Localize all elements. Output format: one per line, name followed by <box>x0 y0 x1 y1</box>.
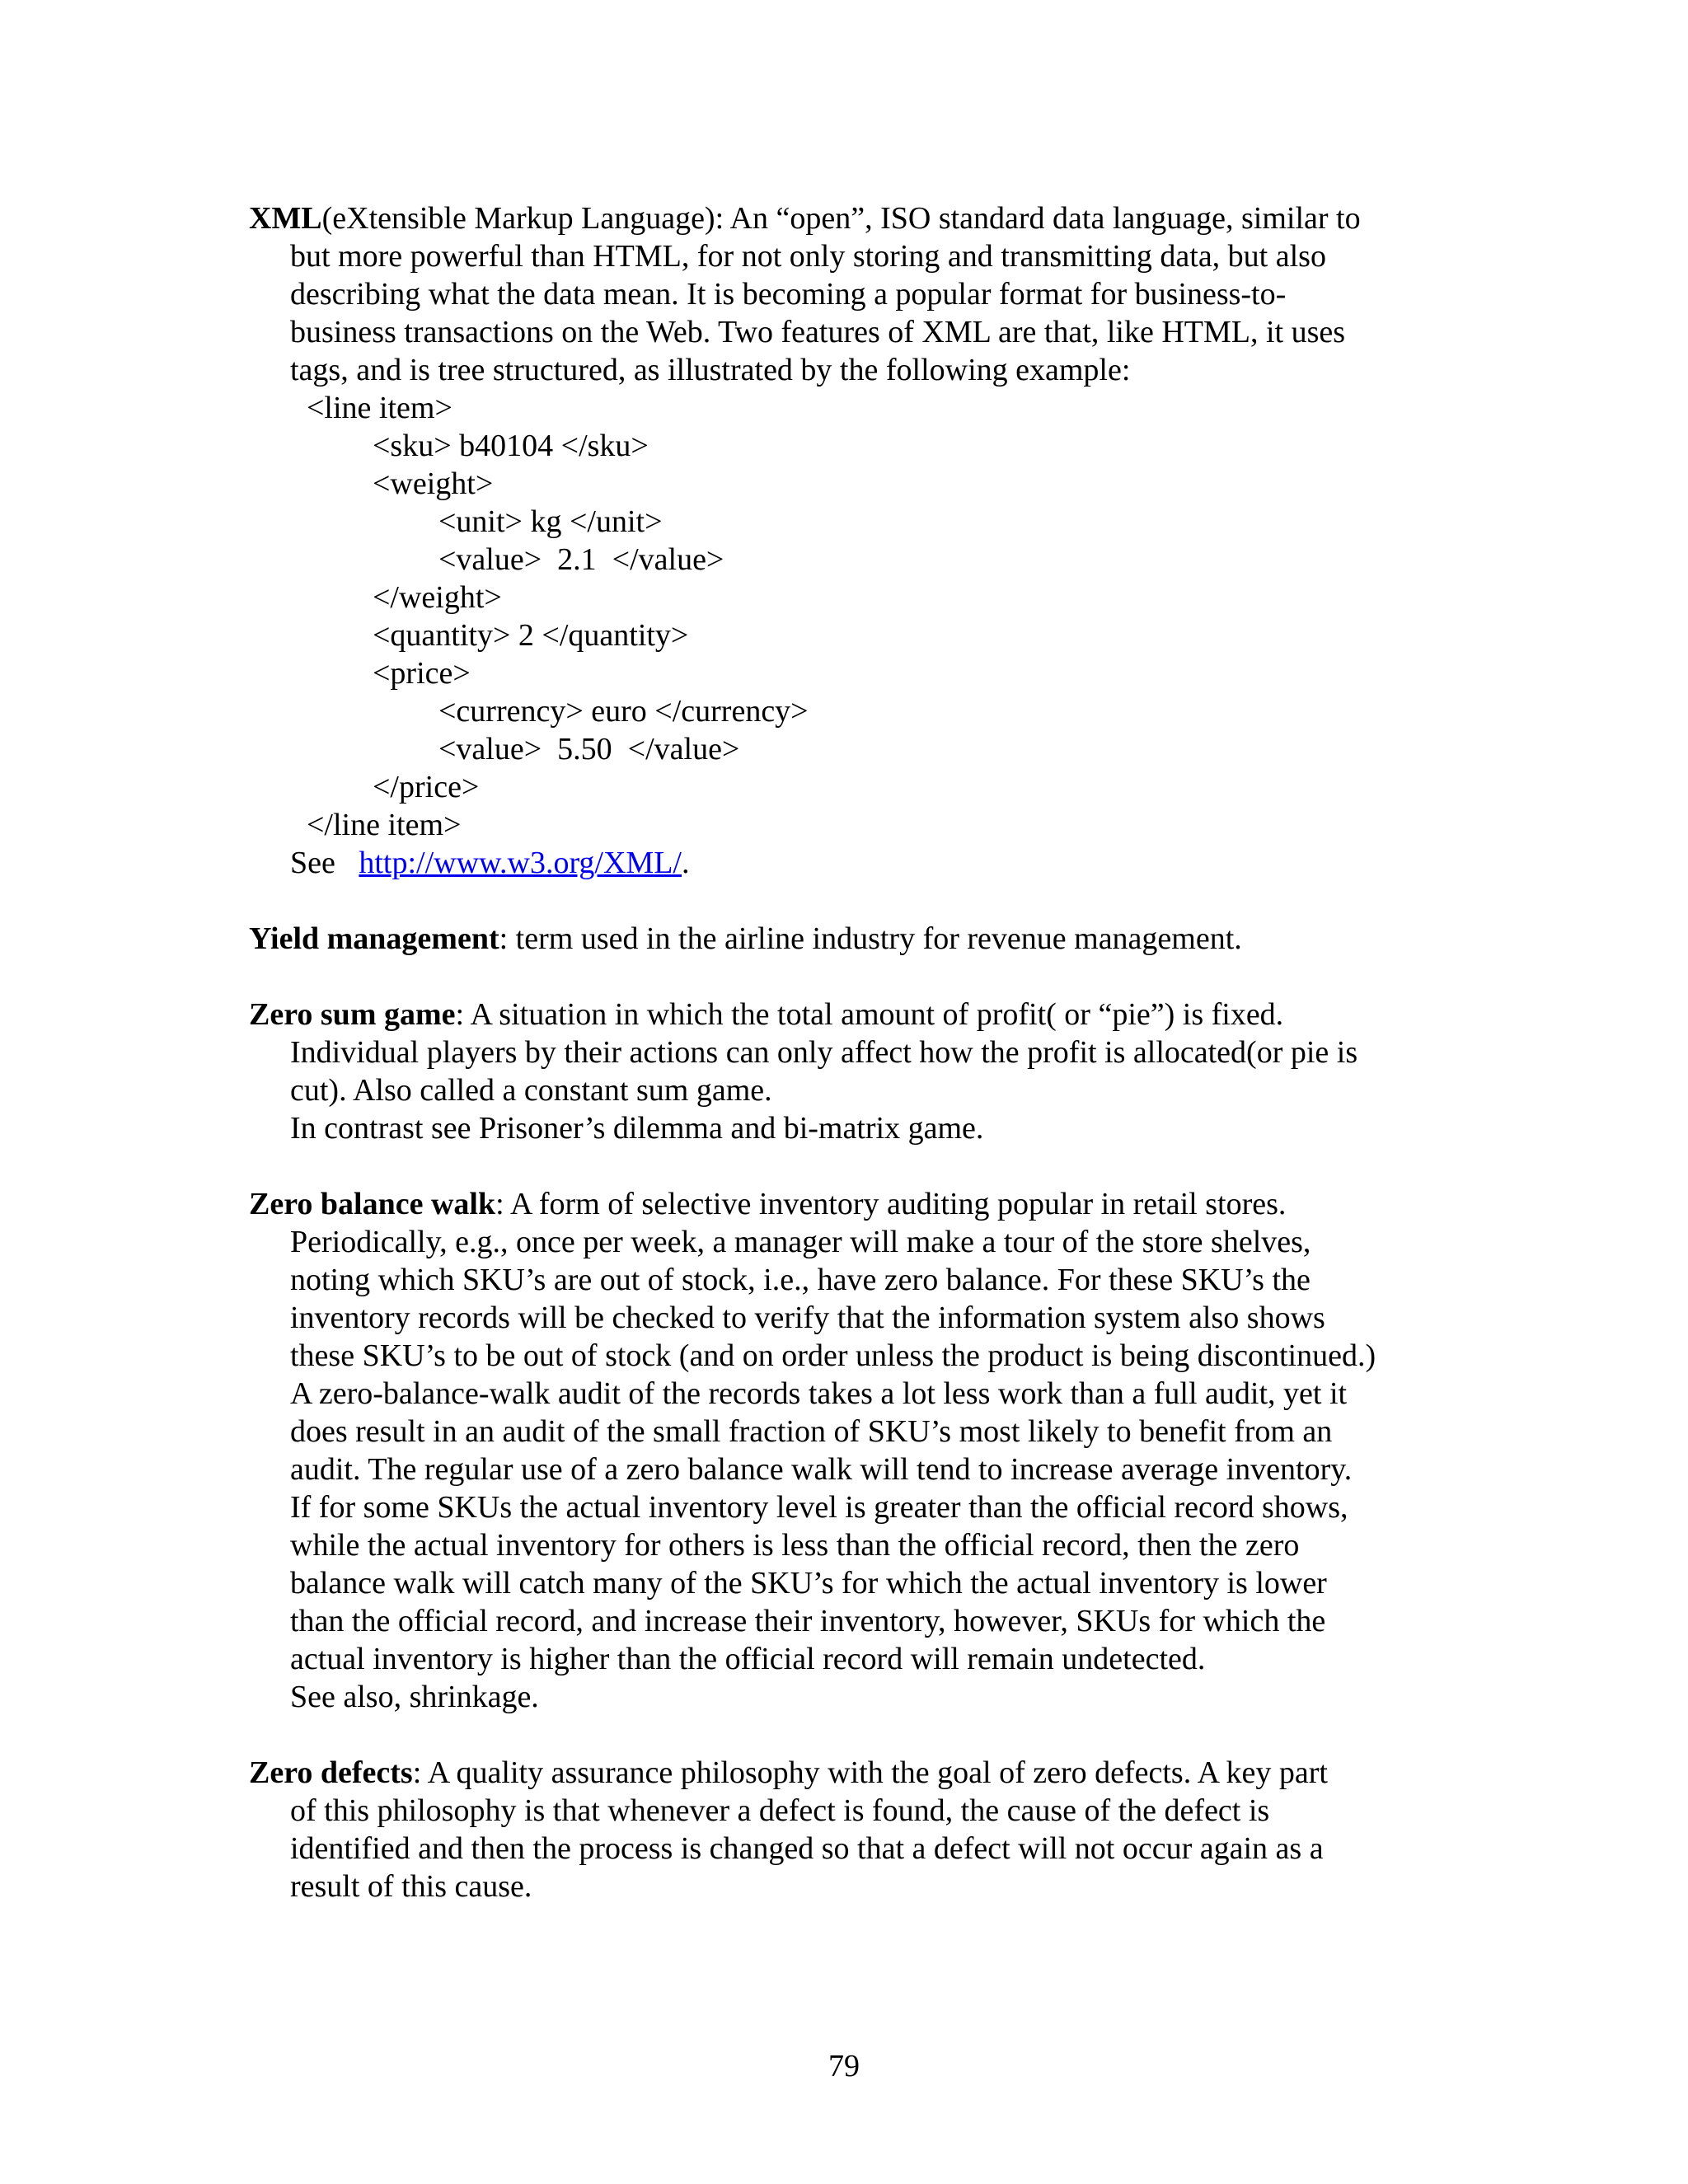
entry-definition: : A situation in which the total amount of profit( or “pie”) is fixed. <box>455 997 1284 1032</box>
glossary-entry-zero-defects <box>249 1754 1461 1905</box>
entry-line: while the actual inventory for others is less than the official record, then the zero <box>290 1528 1300 1563</box>
w3-xml-link[interactable]: http://www.w3.org/XML/ <box>359 846 682 880</box>
entry-line: cut). Also called a constant sum game. <box>290 1073 772 1108</box>
entry-first-line <box>249 1754 1461 1792</box>
entry-definition: : term used in the airline industry for revenue management. <box>499 921 1242 956</box>
entry-term: Zero defects <box>249 1755 413 1790</box>
code-line: <unit> kg </unit> <box>438 504 663 539</box>
entry-line: but more powerful than HTML, for not only storing and transmitting data, but also <box>290 239 1326 274</box>
entry-term: Zero balance walk <box>249 1187 496 1221</box>
code-line: <line item> <box>307 391 452 425</box>
see-prefix: See <box>290 846 335 880</box>
entry-line: business transactions on the Web. Two features of XML are that, like HTML, it uses <box>290 315 1346 349</box>
entry-line: than the official record, and increase their inventory, however, SKUs for which the <box>290 1604 1326 1638</box>
entry-term: XML <box>249 201 322 236</box>
entry-line: noting which SKU’s are out of stock, i.e., have zero balance. For these SKU’s the <box>290 1263 1311 1297</box>
entry-line: If for some SKUs the actual inventory level is greater than the official record shows, <box>290 1490 1348 1525</box>
glossary-entry-zero-balance-walk <box>249 1185 1461 1716</box>
entry-line: actual inventory is higher than the official record will remain undetected. <box>290 1642 1206 1676</box>
code-line: <value> 5.50 </value> <box>438 732 740 766</box>
code-line: <value> 2.1 </value> <box>438 542 724 577</box>
see-suffix: . <box>682 846 690 880</box>
glossary-entry-yield-management <box>249 920 1461 958</box>
entry-line: identified and then the process is changed so that a defect will not occur again as a <box>290 1831 1324 1866</box>
entry-line: balance walk will catch many of the SKU’s for which the actual inventory is lower <box>290 1566 1327 1601</box>
code-line: <sku> b40104 </sku> <box>373 429 649 463</box>
entry-term: Zero sum game <box>249 997 456 1032</box>
entry-first-line <box>249 996 1461 1033</box>
entry-definition: (eXtensible Markup Language): An “open”, ISO standard data language, similar to <box>321 201 1361 236</box>
code-line: <quantity> 2 </quantity> <box>373 618 689 653</box>
entry-line: Individual players by their actions can only affect how the profit is allocated(or pie is <box>290 1035 1358 1070</box>
entry-first-line <box>249 1185 1461 1223</box>
entry-line: result of this cause. <box>290 1869 532 1904</box>
entry-definition: : A quality assurance philosophy with the goal of zero defects. A key part <box>412 1755 1328 1790</box>
code-line: <price> <box>373 656 471 691</box>
entry-line: inventory records will be checked to verify that the information system also shows <box>290 1301 1325 1335</box>
code-line: </price> <box>373 770 480 804</box>
entry-line: describing what the data mean. It is becoming a popular format for business-to- <box>290 277 1287 312</box>
entry-line: A zero-balance-walk audit of the records takes a lot less work than a full audit, yet it <box>290 1376 1348 1411</box>
glossary-entry-zero-sum-game <box>249 996 1461 1147</box>
code-line: </line item> <box>307 808 462 842</box>
entry-term: Yield management <box>249 921 499 956</box>
entry-line: tags, and is tree structured, as illustrated by the following example: <box>290 353 1131 387</box>
glossary-entry-xml <box>249 199 1461 882</box>
entry-line: See also, shrinkage. <box>290 1680 539 1714</box>
entry-first-line <box>249 920 1461 958</box>
entry-line: Periodically, e.g., once per week, a manager will make a tour of the store shelves, <box>290 1225 1311 1259</box>
entry-first-line <box>249 199 1461 237</box>
glossary-content <box>249 199 1461 1943</box>
entry-line: audit. The regular use of a zero balance walk will tend to increase average inventory. <box>290 1452 1353 1487</box>
entry-line: of this philosophy is that whenever a defect is found, the cause of the defect is <box>290 1793 1270 1828</box>
see-reference <box>249 844 1461 882</box>
page-number: 79 <box>828 2049 860 2083</box>
code-line: <weight> <box>373 466 494 501</box>
entry-line: these SKU’s to be out of stock (and on order unless the product is being discontinued.) <box>290 1338 1376 1373</box>
entry-definition: : A form of selective inventory auditing popular in retail stores. <box>495 1187 1287 1221</box>
entry-line: does result in an audit of the small fraction of SKU’s most likely to benefit from an <box>290 1414 1333 1449</box>
code-line: <currency> euro </currency> <box>438 694 809 729</box>
entry-line: In contrast see Prisoner’s dilemma and bi-matrix game. <box>290 1111 984 1146</box>
xml-code-example <box>249 389 1461 844</box>
code-line: </weight> <box>373 580 502 615</box>
